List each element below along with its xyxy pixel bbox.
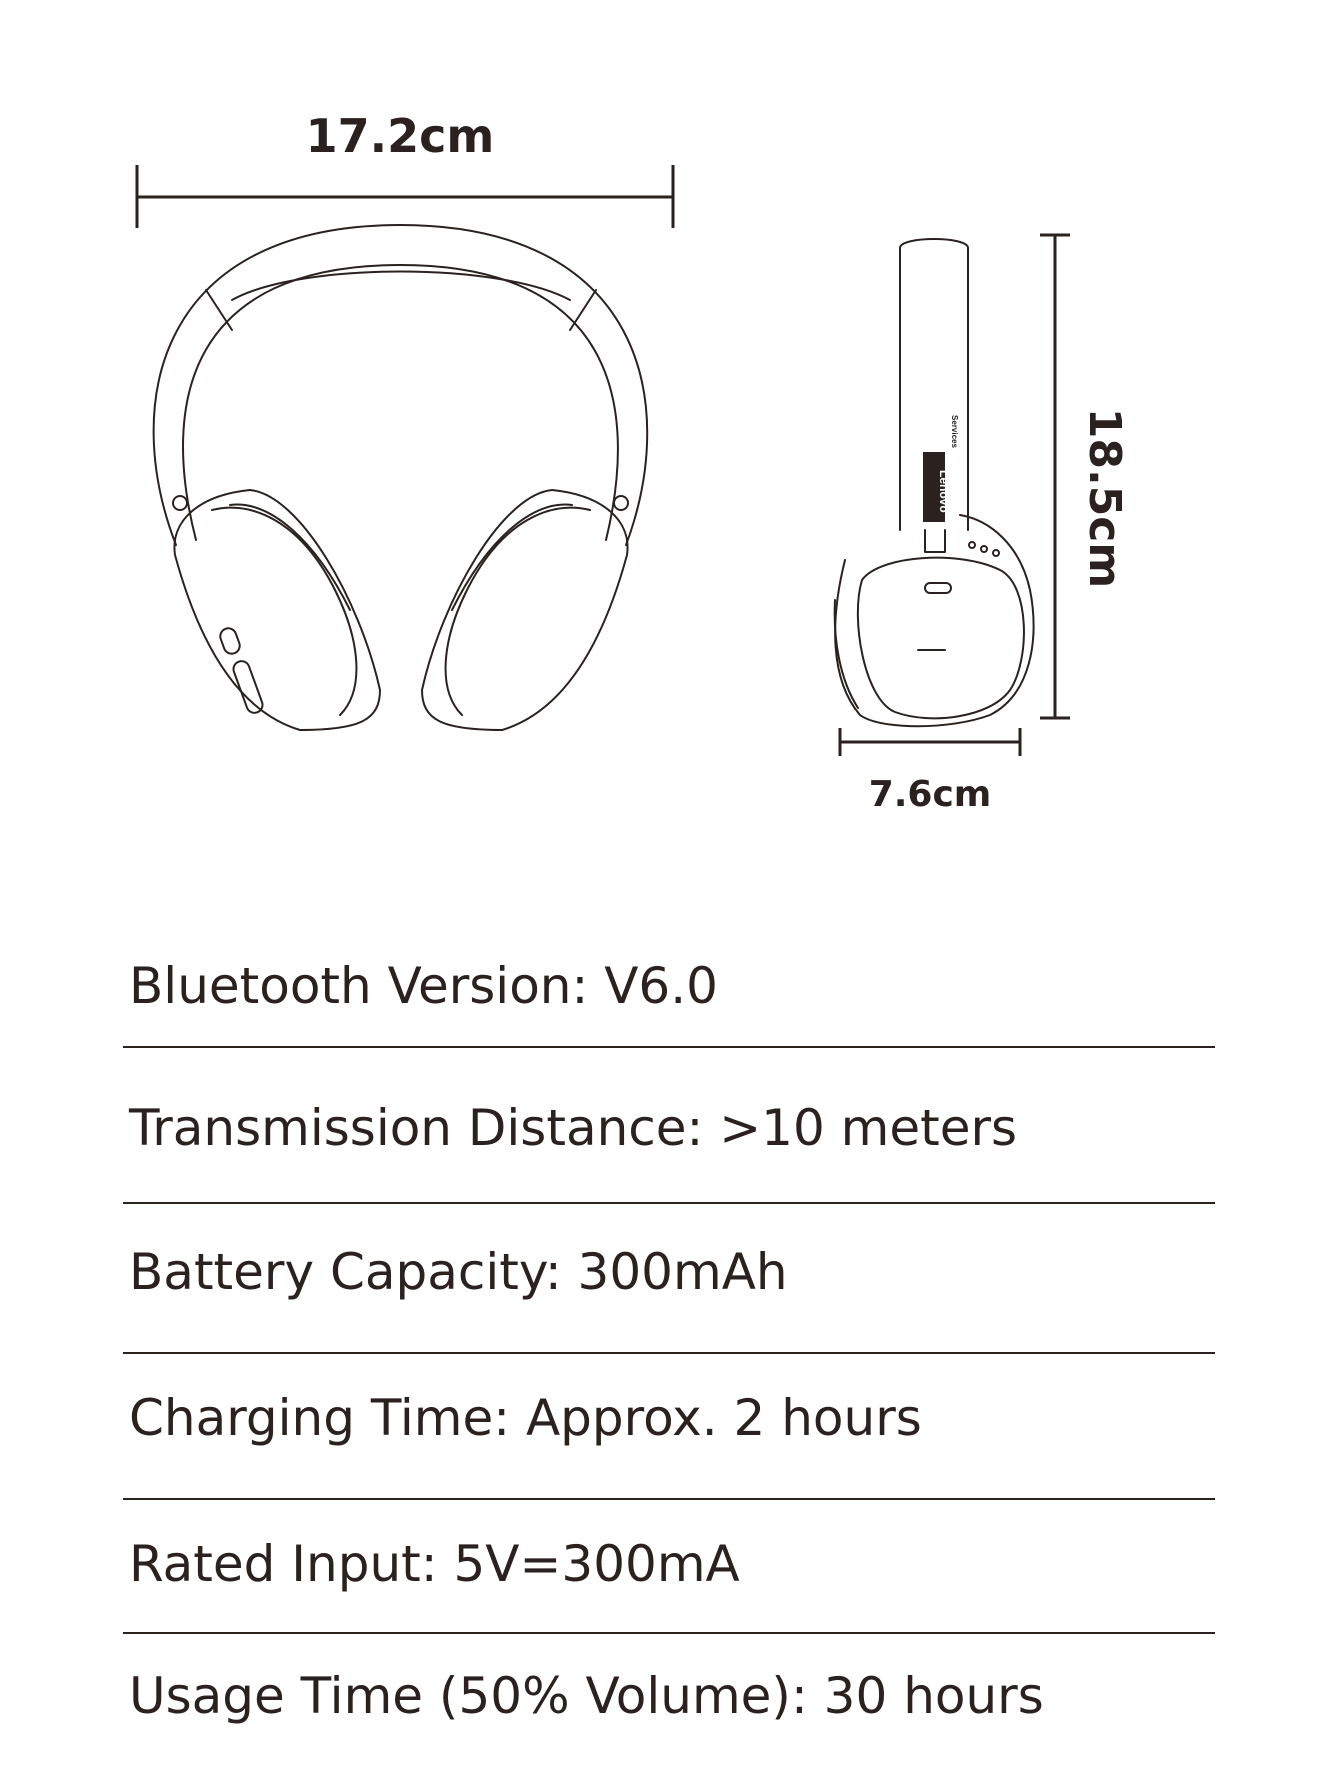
product-dimension-figure: [0, 0, 1340, 860]
spec-text: Transmission Distance: >10 meters: [129, 1099, 1018, 1157]
height-label: 18.5cm: [1079, 407, 1130, 589]
spec-text: Bluetooth Version: V6.0: [129, 957, 718, 1015]
depth-dimension: [840, 728, 1020, 756]
spec-divider: [123, 1352, 1215, 1354]
height-dimension: [1040, 235, 1070, 718]
brand-logo-text: Lenovo: [937, 470, 951, 513]
brand-sub-text: Services: [950, 415, 959, 448]
spec-divider: [123, 1498, 1215, 1500]
spec-text: Charging Time: Approx. 2 hours: [129, 1389, 922, 1447]
spec-text: Battery Capacity: 300mAh: [129, 1243, 788, 1301]
spec-divider: [123, 1632, 1215, 1634]
width-label: 17.2cm: [305, 109, 495, 163]
spec-divider: [123, 1046, 1215, 1048]
depth-label: 7.6cm: [868, 774, 992, 815]
spec-divider: [123, 1202, 1215, 1204]
headphones-side-view: [835, 239, 1034, 726]
headphones-front-view: [154, 225, 648, 730]
dimension-drawing: [0, 0, 1340, 860]
spec-text: Rated Input: 5V=300mA: [129, 1535, 740, 1593]
spec-text: Usage Time (50% Volume): 30 hours: [129, 1667, 1044, 1725]
width-dimension: [137, 165, 673, 228]
